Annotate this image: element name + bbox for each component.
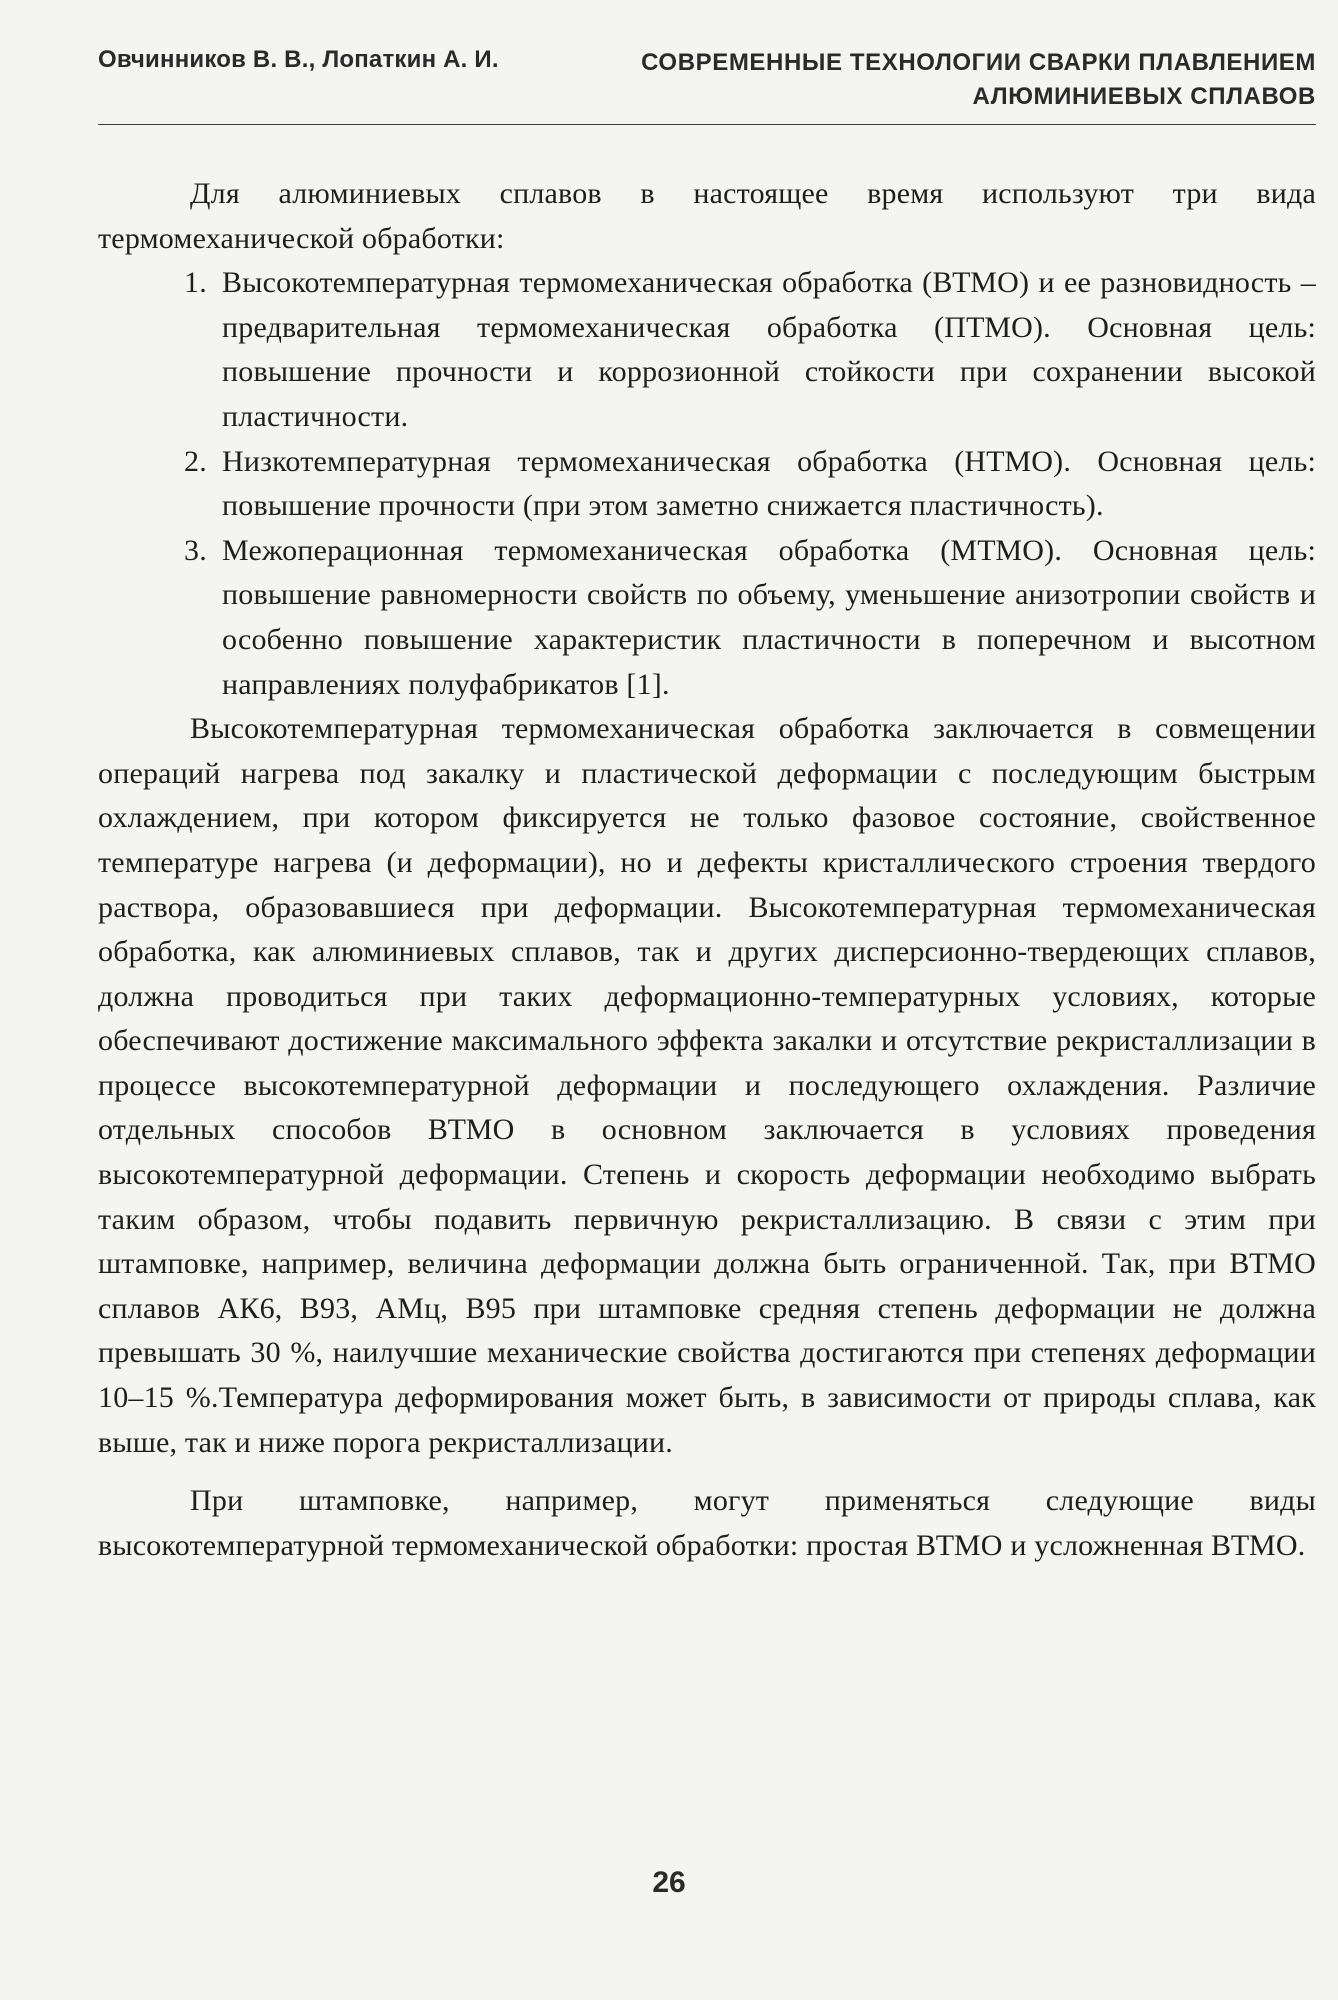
list-item-number: 2. — [184, 444, 207, 478]
list-item-number: 1. — [184, 266, 207, 300]
header-book-title — [641, 46, 1316, 114]
treatment-types-list — [98, 261, 1316, 707]
page-number: 26 — [652, 1866, 686, 1899]
header-divider — [98, 124, 1316, 125]
list-item — [184, 440, 1316, 529]
intro-paragraph: Для алюминиевых сплавов в настоящее время используют три вида термомеханической обработки: — [98, 177, 1316, 255]
list-item-number: 3. — [184, 533, 207, 567]
header-title-line-2: АЛЮМИНИЕВЫХ СПЛАВОВ — [972, 83, 1316, 110]
list-item — [184, 529, 1316, 707]
header-title-line-1: СОВРЕМЕННЫЕ ТЕХНОЛОГИИ СВАРКИ ПЛАВЛЕНИЕМ — [641, 49, 1316, 76]
body-paragraph-stamping: При штамповке, например, могут применяться следующие виды высокотемпературной термомеханической обработки: простая ВТМО и усложненная ВТМО. — [98, 1484, 1316, 1562]
list-item-text: Высокотемпературная термомеханическая обработка (ВТМО) и ее разновидность – предварительная термомеханическая обработка (ПТМО). Основная цель: повышение прочности и коррозионной стойкости при сохранении высокой пластичности. — [222, 266, 1316, 433]
running-header — [98, 42, 1316, 116]
list-item-text: Низкотемпературная термомеханическая обработка (НТМО). Основная цель: повышение прочности (при этом заметно снижается пластичность). — [222, 444, 1316, 523]
list-item-text: Межоперационная термомеханическая обработка (МТМО). Основная цель: повышение равномерности свойств по объему, уменьшение анизотропии свойств и особенно повышение характеристик пластичности в поперечном и высотном направлениях полуфабрикатов [1]. — [222, 533, 1316, 701]
header-authors: Овчинников В. В., Лопаткин А. И. — [98, 46, 499, 73]
body-paragraph-htmt: Высокотемпературная термомеханическая обработка заключается в совмещении операций нагрева под закалку и пластической деформации с последующим быстрым охлаждением, при котором фиксируется не только фазовое состояние, свойственное температуре нагрева (и деформации), но и дефекты кристаллического строения твердого раствора, образовавшиеся при деформации. Высокотемпературная термомеханическая обработка, как алюминиевых сплавов, так и других дисперсионно-твердеющих сплавов, должна проводиться при таких деформационно-температурных условиях, которые обеспечивают достижение максимального эффекта закалки и отсутствие рекристаллизации в процессе высокотемпературной деформации и последующего охлаждения. Различие отдельных способов ВТМО в основном заключается в условиях проведения высокотемпературной деформации. Степень и скорость деформации необходимо выбрать таким образом, чтобы подавить первичную рекристаллизацию. В связи с этим при штамповке, например, величина деформации должна быть ограниченной. Так, при ВТМО сплавов АК6, В93, АМц, В95 при штамповке средняя степень деформации не должна превышать 30 %, наилучшие механические свойства достигаются при степенях деформации 10–15 %.Температура деформирования может быть, в зависимости от природы сплава, как выше, так и ниже порога рекристаллизации. — [98, 712, 1316, 1459]
main-text — [98, 172, 1316, 1568]
list-item — [184, 261, 1316, 439]
